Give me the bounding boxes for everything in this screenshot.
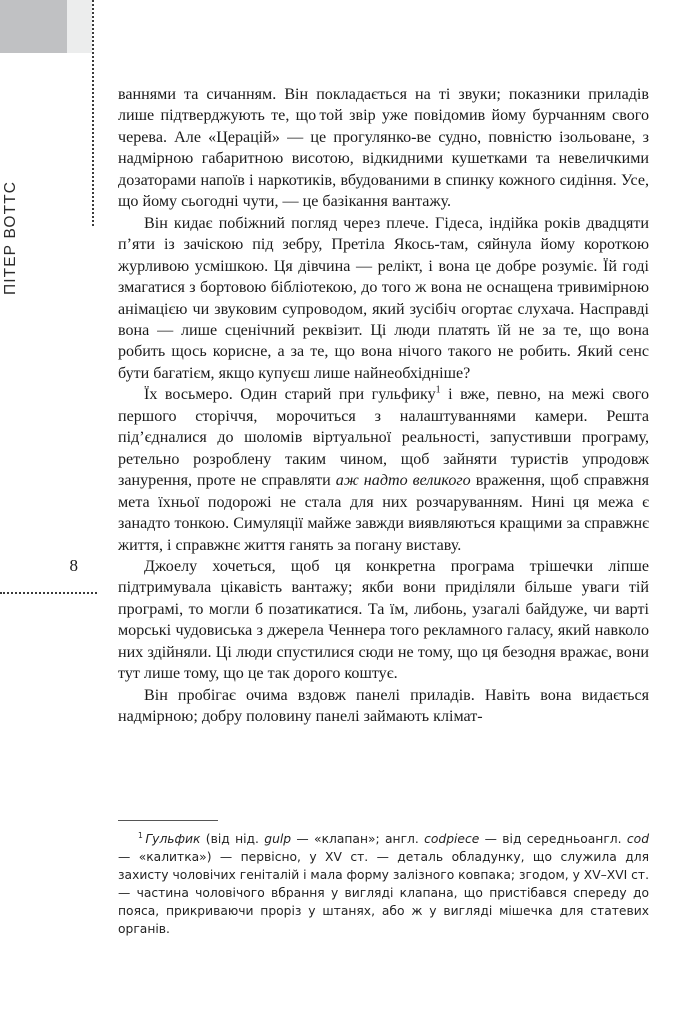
body-paragraph: Він пробігає очима вздовж панелі приладів. Навіть вона видається надмірною; добру половину панелі займають клімат- [118,686,649,726]
folio-dotted-rule [0,592,97,594]
footnote-area [118,820,649,939]
header-decor-block-light [67,0,92,53]
footnote-text: $^1$ Гульфик (від нід. gulp — «клапан»; англ. codpiece — від середньоангл. cod — «калитка») — первісно, у XV ст. — деталь обладунку, що служила для захисту чоловічих геніталій і мала форму залізного ковпака; згодом, у XV–XVI ст. — частина чоловічого вбрання у вигляді клапана, що пристібався спереду до пояса, прикриваючи проріз у штанях, або ж у вигляді мішечка для статевих органів. [118,830,649,937]
body-paragraph: Їх восьмеро. Один старий при гульфику$^1$ і вже, певно, на межі свого першого сторіччя, морочиться з налаштуваннями камери. Решта під’єдналися до шоломів віртуальної реальності, запустивши програму, ретельно розроблену таким чином, щоб зайняти туристів упродовж занурення, проте не справляти аж надто великого враження, щоб справжня мета їхньої подорожі не стала для них розчаруванням. Нині ця межа є занадто тонкою. Симуляції майже завжди виявляються кращими за справжнє життя, і справжнє життя ганять за погану виставу. [118,384,649,554]
body-paragraph: ваннями та сичанням. Він покладається на ті звуки; показники приладів лише підтверджують те, що той звір уже повідомив йому бурчанням свого черева. Але «Церацій» — це прогулянко-ве судно, повністю ізольоване, з надмірною габаритною висотою, відкидними кушетками та невеличкими дозаторами напоїв і наркотиків, вбудованими в спинку кожного сидіння. Усе, що йому сьогодні чути, — це базікання вантажу. [118,86,649,211]
body-paragraph: Джоелу хочеться, щоб ця конкретна програма трішечки ліпше підтримувала цікавість вантажу; якби вони приділяли більше уваги тій програмі, то могли б позатикатися. Та їм, либонь, узагалі байдуже, чи варті морські чудовиська з джерела Ченнера того рекламного галасу, який навколо них здійняли. Ці люди спустилися сюди не тому, що ця безодня вражає, вони тут лише тому, що це так дорого коштує. [118,557,649,683]
footnote-separator-rule [118,820,218,821]
header-decor-block-dark [0,0,67,53]
page-number: 8 [69,556,78,575]
body-text-column [118,84,649,728]
body-paragraph: Він кидає побіжний погляд через плече. Гідеса, індійка років двадцяти п’яти із зачіскою під зебру, Претіла Якось-там, сяйнула йому короткою журливою усмішкою. Ця дівчина — релікт, і вона це добре розуміє. Їй годі змагатися з бортовою бібліотекою, до того ж вона не оснащена тривимірною анімацією чи звуковим супроводом, який зусібіч огортає слухача. Насправді вона — лише сценічний реквізит. Ці люди платять їй не за те, що вона робить щось корисне, а за те, що вона нічого такого не робить. Який сенс бути багатієм, якщо купуєш лише найнеобхідніше? [118,214,649,382]
running-head-author: ПІТЕР ВОТТС [2,180,19,295]
vertical-dotted-rule [92,0,94,226]
